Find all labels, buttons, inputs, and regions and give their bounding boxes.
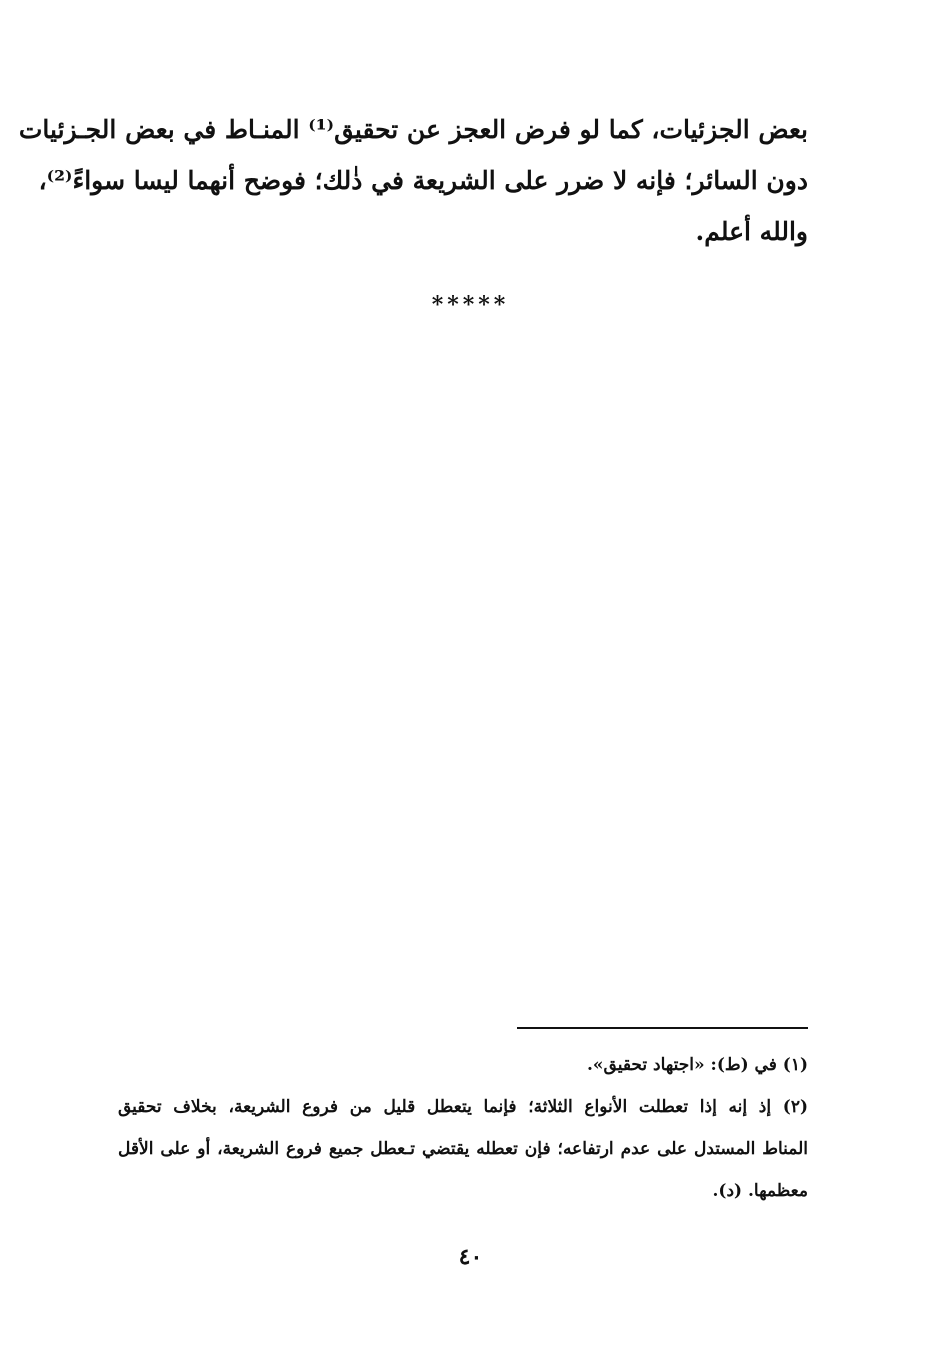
page-number: ٤٠ — [458, 1244, 483, 1270]
footnote-line: معظمها. (د). — [712, 1181, 808, 1201]
footnote-line: المناط المستدل على عدم ارتفاعه؛ فإن تعطله يقتضي تـعطل جميع فروع الشريعة، أو على الأقل — [118, 1139, 808, 1159]
main-text — [18, 104, 808, 257]
section-separator: ***** — [431, 292, 510, 318]
footnote-divider — [517, 1027, 808, 1029]
text-line: بعض الجزئيات، كما لو فرض العجز عن تحقيق⁽¹⁾ المنـاط في بعض الجـزئيات — [18, 115, 808, 144]
footnote-line: (١) في (ط): «اجتهاد تحقيق». — [586, 1055, 808, 1075]
text-line: دون السائر؛ فإنه لا ضرر على الشريعة في ذٰلك؛ فوضح أنهما ليسا سواءً⁽²⁾، — [38, 166, 808, 195]
text-line: والله أعلم. — [695, 217, 808, 246]
footnote-line: (٢) إذ إنه إذا تعطلت الأنواع الثلاثة؛ فإنما يتعطل قليل من فروع الشريعة، بخلاف تحقيق — [118, 1097, 808, 1117]
footnotes — [118, 1044, 808, 1212]
